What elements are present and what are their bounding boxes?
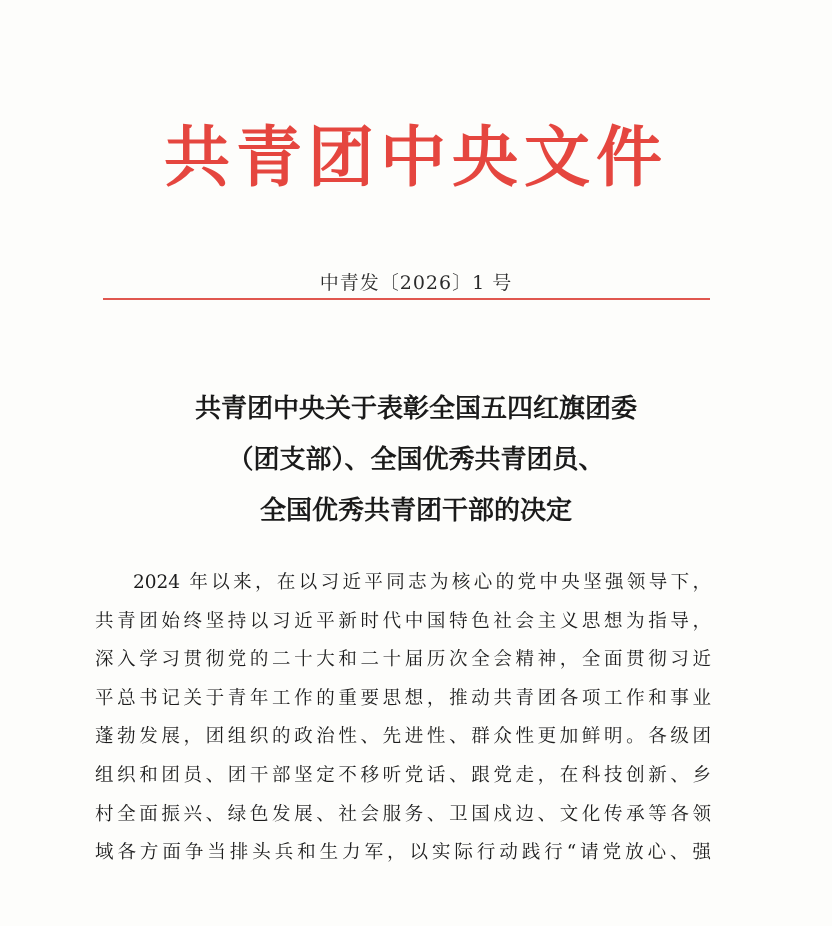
body-line: 深入学习贯彻党的二十大和二十届历次全会精神，全面贯彻习近 [95,649,711,671]
body-line: 域各方面争当排头兵和生力军，以实际行动践行“请党放心、强 [95,842,711,864]
document-header-title: 共青团中央文件 [164,118,668,196]
body-line: 组织和团员、团干部坚定不移听党话、跟党走，在科技创新、乡 [95,764,711,786]
title-line-3: 全国优秀共青团干部的决定 [259,496,572,526]
body-line: 2024 年以来，在以习近平同志为核心的党中央坚强领导下， [133,572,711,593]
document-number: 中青发〔2026〕1 号 [319,272,513,294]
body-line: 村全面振兴、绿色发展、社会服务、卫国戍边、文化传承等各领 [95,803,711,825]
title-line-2: （团支部）、全国优秀共青团员、 [227,445,605,475]
body-line: 蓬勃发展，团组织的政治性、先进性、群众性更加鲜明。各级团 [95,726,711,748]
title-line-1: 共青团中央关于表彰全国五四红旗团委 [194,394,637,424]
red-divider-line [103,298,710,300]
body-line: 共青团始终坚持以习近平新时代中国特色社会主义思想为指导， [95,610,711,632]
body-line: 平总书记关于青年工作的重要思想，推动共青团各项工作和事业 [95,687,711,709]
document-body [95,564,711,873]
document-title [0,384,832,537]
